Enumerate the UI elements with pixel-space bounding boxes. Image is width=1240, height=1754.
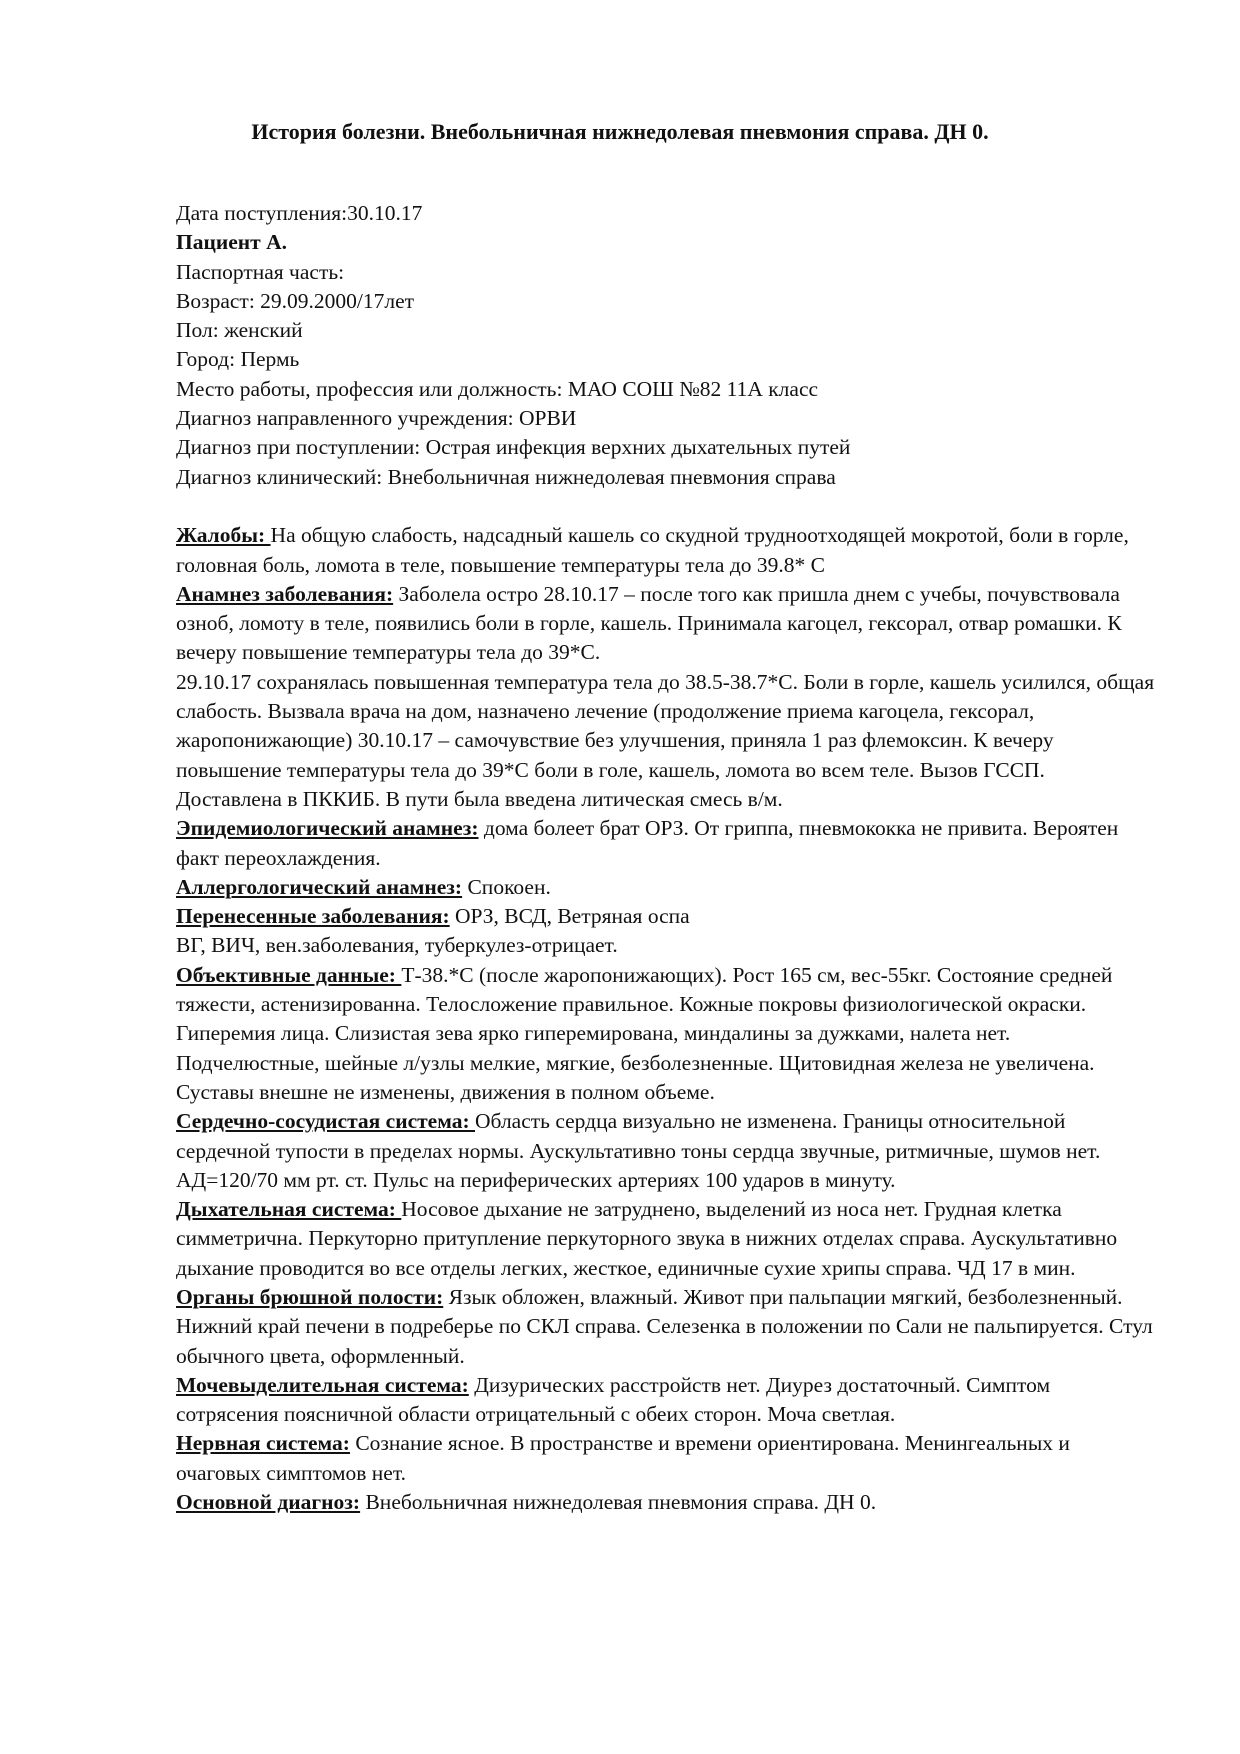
history-text: Заболела остро 28.10.17 – после того как пришла днем с учебы, почувствовала озноб, ломоту в теле, появились боли в горле, кашель. Принимала кагоцел, гексорал, отвар ромашки. К вечеру повышение температуры тела до 39*С.	[176, 581, 1122, 665]
nervous-label: Нервная система:	[176, 1431, 350, 1456]
document-title: История болезни. Внебольничная нижнедолевая пневмония справа. ДН 0.	[251, 119, 989, 144]
epidemiology-text: дома болеет брат ОРЗ. От гриппа, пневмококка не привита. Вероятен факт переохлаждения.	[176, 816, 1119, 870]
passport-heading: Паспортная часть:	[176, 259, 345, 284]
allergy-label: Аллергологический анамнез:	[176, 874, 463, 899]
urinary-section	[176, 1371, 1156, 1430]
urinary-text: Дизурических расстройств нет. Диурез достаточный. Симптом сотрясения поясничной области отрицательный с обеих сторон. Моча светлая.	[176, 1372, 1051, 1427]
objective-label: Объективные данные:	[176, 962, 402, 987]
admission-diagnosis: Диагноз при поступлении: Острая инфекция верхних дыхательных путей	[176, 435, 851, 460]
past-diseases-label: Перенесенные заболевания:	[176, 904, 450, 929]
complaints-section	[176, 521, 1156, 580]
nervous-section	[176, 1429, 1156, 1488]
objective-section	[176, 961, 1156, 1107]
epidemiology-label: Эпидемиологический анамнез:	[176, 816, 479, 841]
abdominal-section	[176, 1283, 1156, 1371]
past-diseases-text: ОРЗ, ВСД, Ветряная оспа	[449, 904, 690, 929]
patient-sex: Пол: женский	[176, 318, 303, 343]
past-diseases-section	[176, 902, 1156, 931]
respiratory-label: Дыхательная система:	[176, 1197, 402, 1222]
main-diagnosis-label: Основной диагноз:	[176, 1490, 361, 1515]
cardio-section	[176, 1107, 1156, 1195]
clinical-diagnosis: Диагноз клинический: Внебольничная нижнедолевая пневмония справа	[176, 464, 836, 489]
history-section	[176, 580, 1156, 668]
allergy-section	[176, 873, 1156, 902]
objective-text: Т-38.*С (после жаропонижающих). Рост 165 см, вес-55кг. Состояние средней тяжести, астенизированна. Телосложение правильное. Кожные покровы физиологической окраски. Гиперемия лица. Слизистая зева ярко гиперемирована, миндалины за дужками, налета нет. Подчелюстные, шейные л/узлы мелкие, мягкие, безболезненные. Щитовидная железа не увеличена. Суставы внешне не изменены, движения в полном объеме.	[176, 962, 1113, 1104]
admission-date: Дата поступления:30.10.17	[176, 201, 423, 225]
document-body	[176, 199, 1156, 1517]
history-continuation: 29.10.17 сохранялась повышенная температура тела до 38.5-38.7*С. Боли в горле, кашель усилился, общая слабость. Вызвала врача на дом, назначено лечение (продолжение приема кагоцела, гексорал, жаропонижающие) 30.10.17 – самочувствие без улучшения, приняла 1 раз флемоксин. К вечеру повышение температуры тела до 39*С боли в голе, кашель, ломота во всем теле. Вызов ГССП. Доставлена в ПККИБ. В пути была введена литическая смесь в/м.	[176, 669, 1155, 811]
abdominal-text: Язык обложен, влажный. Живот при пальпации мягкий, безболезненный. Нижний край печени в подреберье по СКЛ справа. Селезенка в положении по Сали не пальпируется. Стул обычного цвета, оформленный.	[176, 1284, 1153, 1368]
history-label: Анамнез заболевания:	[176, 581, 394, 606]
nervous-text: Сознание ясное. В пространстве и времени ориентирована. Менингеальных и очаговых симптомов нет.	[176, 1431, 1070, 1485]
patient-age: Возраст: 29.09.2000/17лет	[176, 288, 415, 313]
spacer	[176, 492, 1156, 521]
referral-diagnosis: Диагноз направленного учреждения: ОРВИ	[176, 406, 577, 431]
patient-name: Пациент А.	[176, 230, 288, 255]
complaints-text: На общую слабость, надсадный кашель со скудной трудноотходящей мокротой, боли в горле, головная боль, ломота в теле, повышение температуры тела до 39.8* С	[176, 523, 1129, 577]
epidemiology-section	[176, 814, 1156, 873]
respiratory-text: Носовое дыхание не затруднено, выделений из носа нет. Грудная клетка симметрична. Перкуторно притупление перкуторного звука в нижних отделах справа. Аускультативно дыхание проводится во все отделы легких, жесткое, единичные сухие хрипы справа. ЧД 17 в мин.	[176, 1197, 1118, 1280]
main-diagnosis-section	[176, 1488, 1156, 1517]
patient-workplace: Место работы, профессия или должность: МАО СОШ №82 11А класс	[176, 376, 819, 401]
respiratory-section	[176, 1195, 1156, 1283]
past-diseases-continuation: ВГ, ВИЧ, вен.заболевания, туберкулез-отрицает.	[176, 933, 618, 958]
patient-city: Город: Пермь	[176, 347, 300, 372]
allergy-text: Спокоен.	[462, 874, 551, 899]
main-diagnosis-text: Внебольничная нижнедолевая пневмония справа. ДН 0.	[360, 1490, 877, 1515]
complaints-label: Жалобы:	[176, 523, 271, 548]
cardio-text: Область сердца визуально не изменена. Границы относительной сердечной тупости в пределах нормы. Аускультативно тоны сердца звучные, ритмичные, шумов нет. АД=120/70 мм рт. ст. Пульс на периферических артериях 100 ударов в минуту.	[176, 1109, 1101, 1192]
urinary-label: Мочевыделительная система:	[176, 1372, 469, 1397]
abdominal-label: Органы брюшной полости:	[176, 1284, 444, 1309]
cardio-label: Сердечно-сосудистая система:	[176, 1109, 476, 1134]
